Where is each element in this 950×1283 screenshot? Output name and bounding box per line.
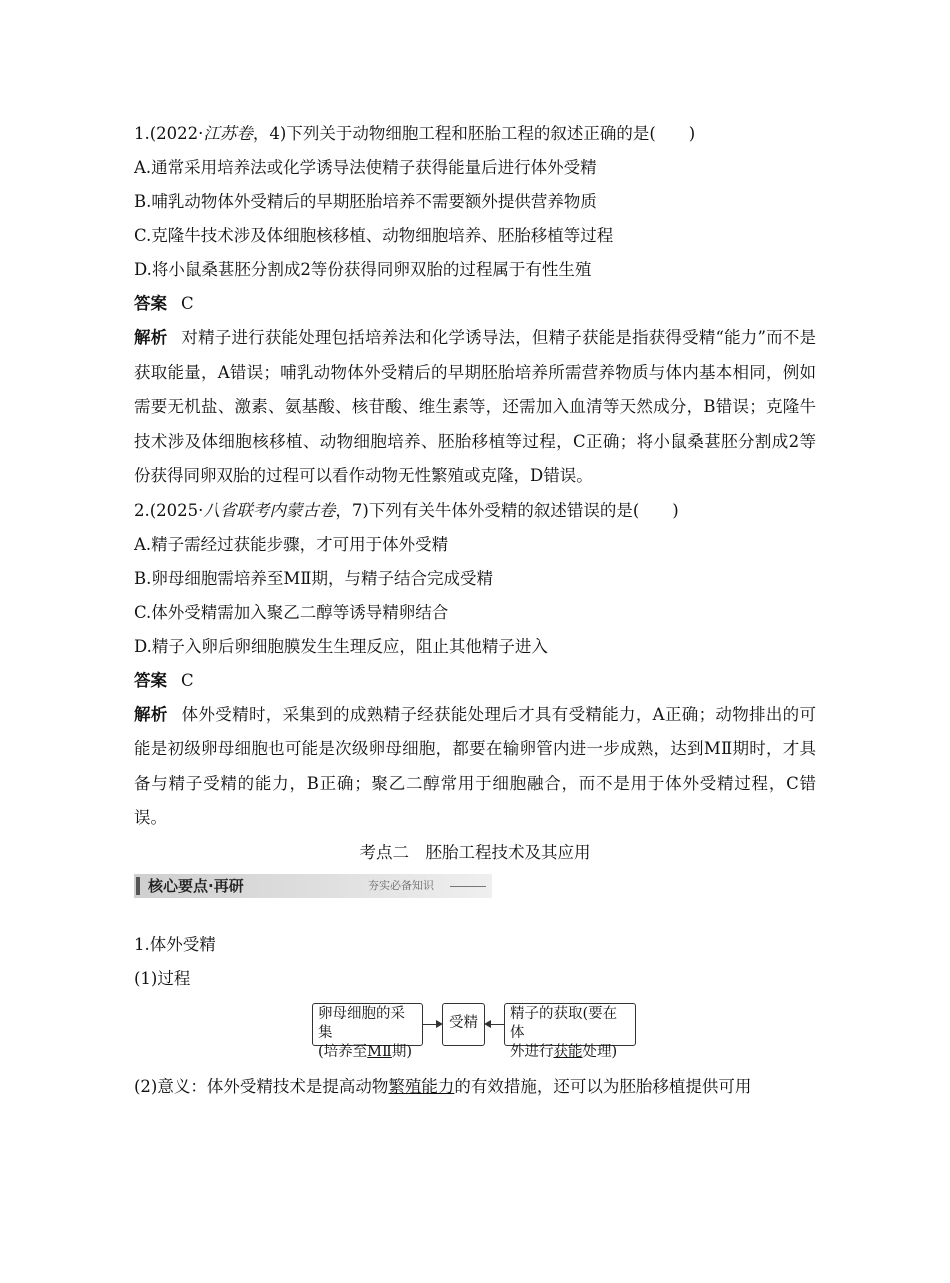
- section-banner: [134, 874, 492, 898]
- question-1-stem: 1.(2022·江苏卷，4)下列关于动物细胞工程和胚胎工程的叙述正确的是( ): [134, 124, 696, 143]
- arrow-left-icon: [489, 1024, 504, 1025]
- banner-bar-icon: [136, 877, 140, 895]
- banner-subtitle: 夯实必备知识: [368, 878, 434, 892]
- question-2-stem: 2.(2025·八省联考内蒙古卷，7)下列有关牛体外受精的叙述错误的是( ): [134, 500, 679, 520]
- question-2-analysis: [134, 698, 816, 836]
- process-label: (1)过程: [134, 968, 191, 988]
- flow-box-fertilization: 受精: [442, 1003, 485, 1046]
- question-2-answer: [134, 664, 816, 698]
- analysis-label: 解析: [134, 328, 168, 347]
- analysis-text: 体外受精时，采集到的成熟精子经获能处理后才具有受精能力，A正确；动物排出的可能是初级卵母细胞也可能是次级卵母细胞，都要在输卵管内进一步成熟，达到MⅡ期时，才具备与精子受精的能力，B正确；聚乙二醇常用于细胞融合，而不是用于体外受精过程，C错误。: [134, 704, 817, 827]
- spacer: [134, 898, 816, 928]
- meaning-paragraph: (2)意义：体外受精技术是提高动物繁殖能力的有效措施，还可以为胚胎移植提供可用: [134, 1076, 752, 1096]
- question-1-analysis: [134, 321, 816, 494]
- source-label: 八省联考内蒙古卷: [203, 500, 336, 520]
- question-1-option-b: B.哺乳动物体外受精后的早期胚胎培养不需要额外提供营养物质: [134, 192, 597, 211]
- question-2-option-c: C.体外受精需加入聚乙二醇等诱导精卵结合: [134, 602, 449, 622]
- answer-label: 答案: [134, 294, 167, 313]
- answer-value: C: [181, 670, 194, 690]
- document-content: [134, 117, 816, 1104]
- question-1-answer: [134, 287, 816, 321]
- question-1-option-a: A.通常采用培养法或化学诱导法使精子获得能量后进行体外受精: [134, 158, 597, 177]
- section-title: 考点二 胚胎工程技术及其应用: [359, 842, 591, 862]
- question-1-option-d: D.将小鼠桑葚胚分割成2等份获得同卵双胎的过程属于有性生殖: [134, 260, 592, 279]
- process-flowchart: [134, 1000, 816, 1060]
- arrow-right-icon: [423, 1024, 438, 1025]
- topic-1-heading: 1.体外受精: [134, 934, 216, 954]
- source-label: 江苏卷: [203, 124, 253, 143]
- question-2-option-a: A.精子需经过获能步骤，才可用于体外受精: [134, 534, 449, 554]
- question-2-option-d: D.精子入卵后卵细胞膜发生生理反应，阻止其他精子进入: [134, 636, 548, 656]
- question-1-option-c: C.克隆牛技术涉及体细胞核移植、动物细胞培养、胚胎移植等过程: [134, 226, 614, 245]
- banner-title: 核心要点·再研: [148, 876, 244, 895]
- analysis-text: 对精子进行获能处理包括培养法和化学诱导法，但精子获能是指获得受精“能力”而不是获取能量，A错误；哺乳动物体外受精后的早期胚胎培养所需营养物质与体内基本相同，例如需要无机盐、激素、氨基酸、核苷酸、维生素等，还需加入血清等天然成分，B错误；克隆牛技术涉及体细胞核移植、动物细胞培养、胚胎移植等过程，C正确；将小鼠桑葚胚分割成2等份获得同卵双胎的过程可以看作动物无性繁殖或克隆，D错误。: [134, 328, 817, 485]
- flow-box-sperm: 精子的获取(要在体 外进行获能处理): [504, 1003, 636, 1046]
- analysis-label: 解析: [134, 704, 168, 724]
- banner-rule: [450, 886, 486, 887]
- question-2-option-b: B.卵母细胞需培养至MⅡ期，与精子结合完成受精: [134, 568, 493, 588]
- answer-label: 答案: [134, 670, 167, 690]
- answer-value: C: [181, 294, 194, 313]
- flow-box-oocyte: 卵母细胞的采集 (培养至MⅡ期): [312, 1003, 423, 1046]
